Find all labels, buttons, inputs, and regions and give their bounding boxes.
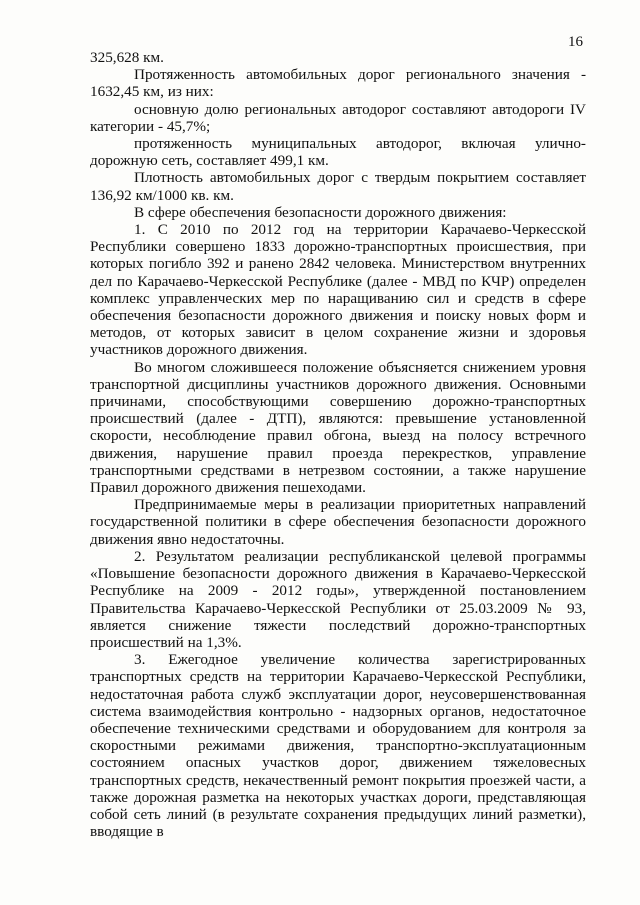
paragraph: 3. Ежегодное увеличение количества зарегистрированных транспортных средств на территории Карачаево-Черкесской Республики, недостаточная работа служб эксплуатации дорог, неусовершенствованная система взаимодействия контрольно - надзорных органов, недостаточное обеспечение техническими средствами и оборудованием для контроля за скоростными режимами движения, транспортно-эксплуатационным состоянием опасных участков дорог, движением тяжеловесных транспортных средств, некачественный ремонт покрытия проезжей части, а также дорожная разметка на некоторых участках дороги, представляющая собой сеть линий (в результате сохранения предыдущих линий разметки), вводящие в xyxy=(90,651,586,841)
page-number: 16 xyxy=(568,34,583,50)
paragraph: 325,628 км. xyxy=(90,49,164,66)
paragraph: В сфере обеспечения безопасности дорожного движения: xyxy=(134,203,507,221)
paragraph: Во многом сложившееся положение объясняется снижением уровня транспортной дисциплины участников дорожного движения. Основными причинами, способствующими совершению дорожно-транспортных происшествий (далее - ДТП), являются: превышение установленной скорости, несоблюдение правил обгона, выезд на полосу встречного движения, нарушение правил проезда перекрестков, управление транспортными средствами в нетрезвом состоянии, а также нарушение Правил дорожного движения пешеходами. xyxy=(90,358,586,497)
paragraph: 2. Результатом реализации республиканской целевой программы «Повышение безопасности дорожного движения в Карачаево-Черкесской Республике на 2009 - 2012 годы», утвержденной постановлением Правительства Карачаево-Черкесской Республики от 25.03.2009 № 93, является снижение тяжести последствий дорожно-транспортных происшествий на 1,3%. xyxy=(90,547,586,651)
paragraph: Протяженность автомобильных дорог регионального значения - 1632,45 км, из них: xyxy=(90,66,586,101)
paragraph: основную долю региональных автодорог составляют автодороги IV категории - 45,7%; xyxy=(90,100,586,135)
paragraph: 1. С 2010 по 2012 год на территории Карачаево-Черкесской Республики совершено 1833 дорожно-транспортных происшествия, при которых погибло 392 и ранено 2842 человека. Министерством внутренних дел по Карачаево-Черкесской Республике (далее - МВД по КЧР) определен комплекс управленческих мер по наращиванию сил и средств в сфере обеспечения безопасности дорожного движения и поиску новых форм и методов, от которых зависит в целом сохранение жизни и здоровья участников дорожного движения. xyxy=(90,221,586,359)
document-body xyxy=(90,49,586,840)
paragraph: Плотность автомобильных дорог с твердым покрытием составляет 136,92 км/1000 кв. км. xyxy=(90,169,586,204)
paragraph: протяженность муниципальных автодорог, включая улично-дорожную сеть, составляет 499,1 км. xyxy=(90,135,586,170)
paragraph: Предпринимаемые меры в реализации приоритетных направлений государственной политики в сфере обеспечения безопасности дорожного движения явно недостаточны. xyxy=(90,496,586,548)
